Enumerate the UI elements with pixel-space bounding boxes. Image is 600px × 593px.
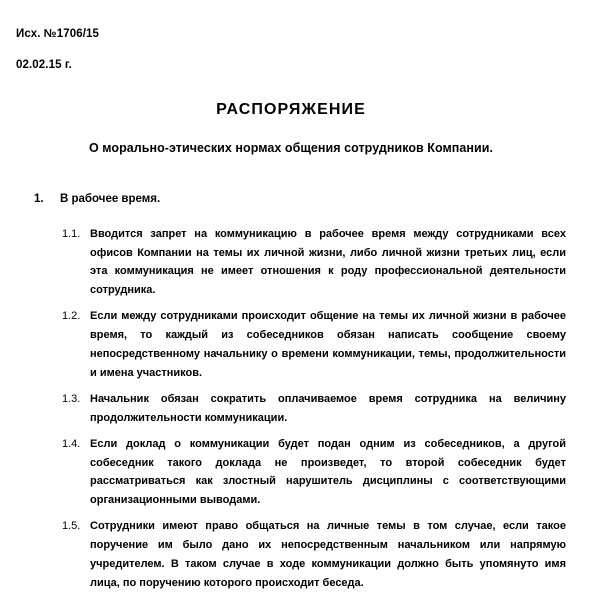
clause-number: 1.1. xyxy=(62,227,81,240)
clause-item xyxy=(62,225,566,301)
document-reference-number: Исх. №1706/15 xyxy=(16,28,99,40)
clause-number: 1.2. xyxy=(62,310,81,323)
clause-text: Начальник обязан сократить оплачиваемое время сотрудника на величину продолжительности коммуникации. xyxy=(90,392,566,424)
document-date: 02.02.15 г. xyxy=(16,58,72,71)
clause-number: 1.4. xyxy=(62,437,81,450)
clause-item xyxy=(62,390,566,428)
clause-text: Если между сотрудниками происходит общение на темы их личной жизни в рабочее время, то каждый из собеседников обязан написать сообщение своему непосредственному начальнику о времени коммуникации, темы, продолжительности и имена участников. xyxy=(90,310,566,379)
clause-text: Сотрудники имеют право общаться на личные темы в том случае, если такое поручение им было дано их непосредственным начальником или напрямую учредителем. В таком случае в ходе коммуникации должно быть упомянуто имя лица, по поручению которого происходит беседа. xyxy=(90,520,566,589)
clause-text: Если доклад о коммуникации будет подан одним из собеседников, а другой собеседник такого доклада не произведет, то второй собеседник будет рассматриваться как злостный нарушитель дисциплины с соответствующими организационными выводами. xyxy=(90,437,566,507)
clause-item xyxy=(62,517,566,593)
clause-item xyxy=(62,307,566,383)
clause-item xyxy=(62,435,566,511)
document-subtitle: О морально-этических нормах общения сотрудников Компании. xyxy=(88,140,493,155)
section-1 xyxy=(34,193,566,593)
section-title: В рабочее время. xyxy=(60,192,161,205)
section-heading xyxy=(34,193,566,205)
clause-number: 1.5. xyxy=(62,520,81,533)
clause-text: Вводится запрет на коммуникацию в рабочее время между сотрудниками всех офисов Компании на темы их личной жизни, либо личной жизни третьих лиц, если эта коммуникация не имеет отношения к роду профессиональной деятельности сотрудника. xyxy=(90,227,566,297)
page-title: РАСПОРЯЖЕНИЕ xyxy=(216,100,366,118)
section-number: 1. xyxy=(34,192,44,205)
clause-list xyxy=(62,225,566,593)
clause-number: 1.3. xyxy=(62,392,81,405)
